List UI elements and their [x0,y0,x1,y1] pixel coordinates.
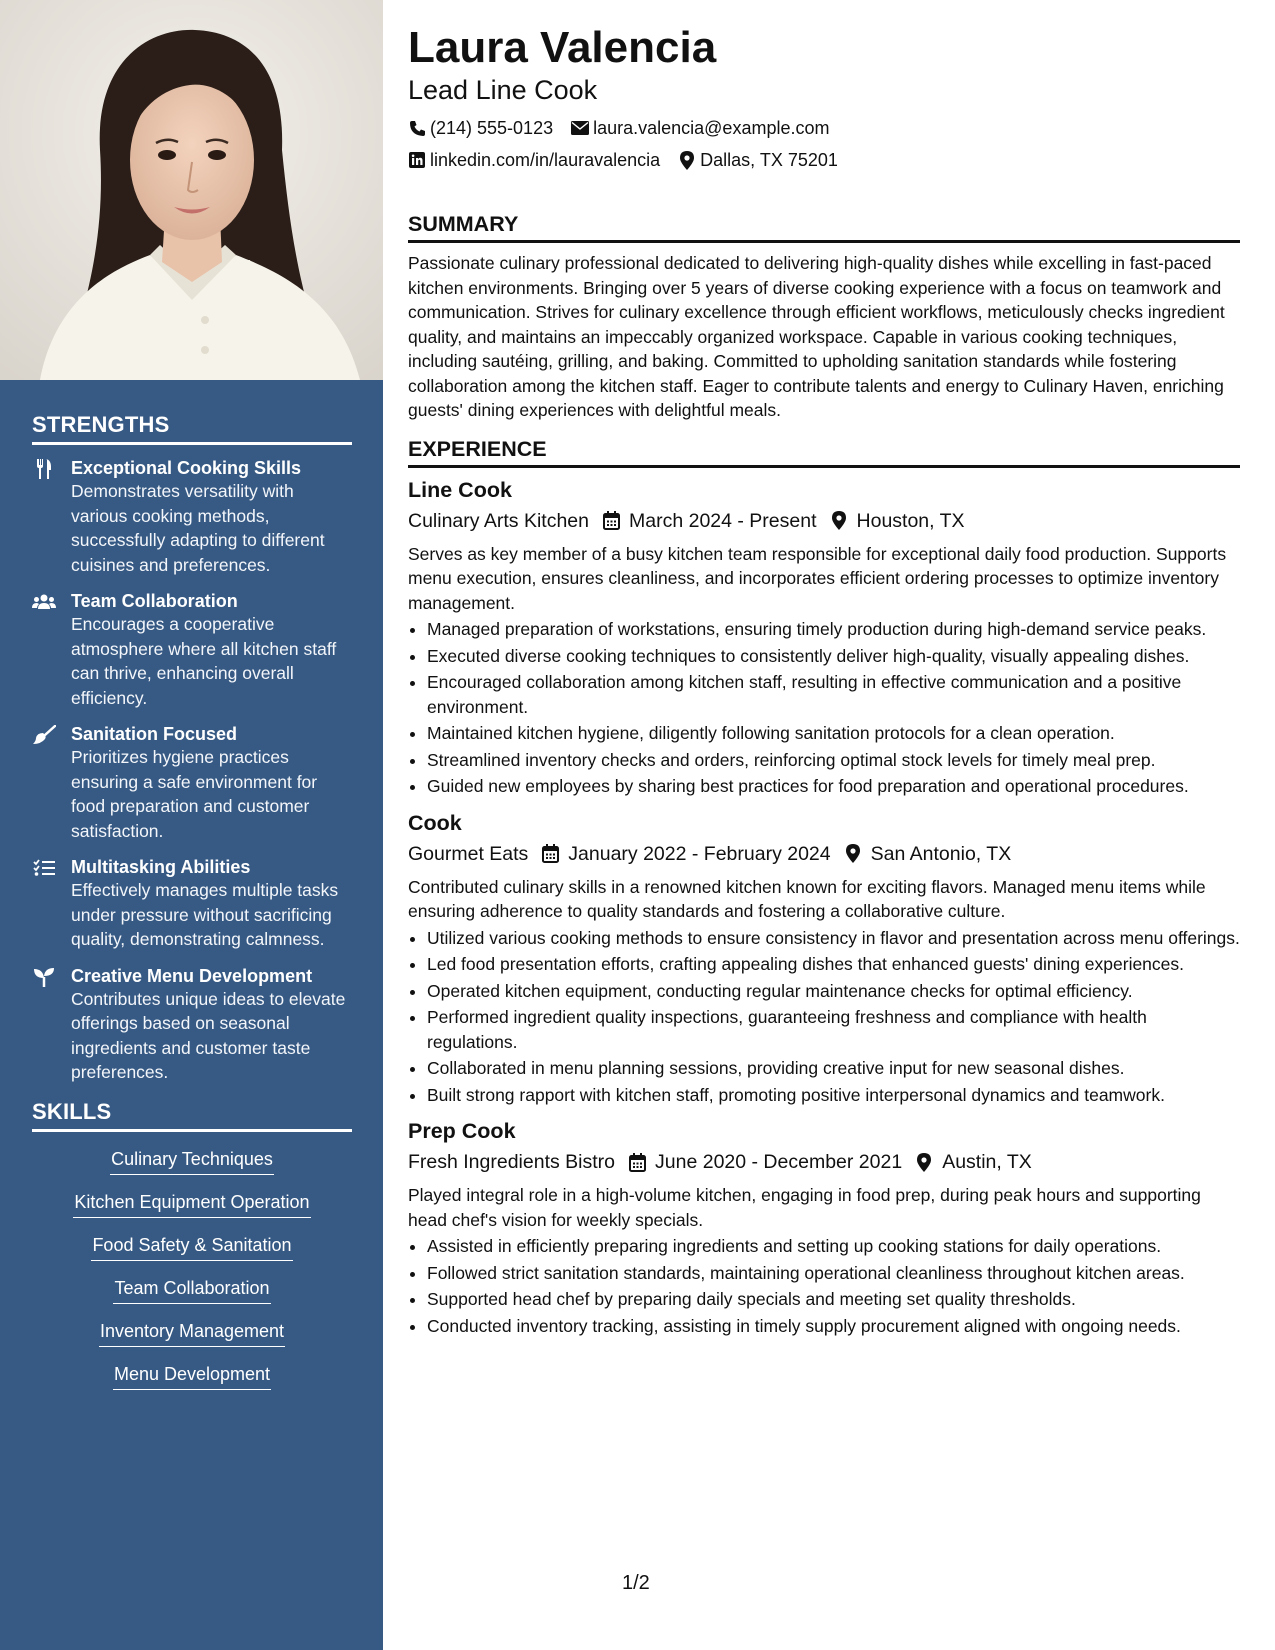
job-location: Austin, TX [942,1151,1032,1173]
strength-description: Demonstrates versatility with various cooking methods, successfully adapting to different cuisines and preferences. [71,481,325,575]
job-bullets [408,926,1240,1108]
map-pin-icon [914,1152,934,1172]
experience-heading: EXPERIENCE [408,437,1240,468]
skill-tag: Menu Development [113,1361,271,1390]
location-contact [678,144,838,176]
job-title: Cook [408,810,462,835]
job-bullet: • Conducted inventory tracking, assisting in timely supply procurement aligned with ongoing needs. [427,1314,1240,1339]
job-title-heading: Lead Line Cook [408,75,598,105]
job-title: Line Cook [408,477,512,502]
job-meta [408,506,1240,536]
linkedin-icon [408,151,426,169]
page-number: 1/2 [622,1572,650,1594]
skill-tag: Inventory Management [99,1318,285,1347]
strength-item [32,723,352,843]
summary-text: Passionate culinary professional dedicated to delivering high-quality dishes while excelling in fast-paced kitchen environments. Bringing over 5 years of diverse cooking experience with a focus on teamwork and communication. Strives for culinary excellence through efficient workflows, meticulously checks ingredient quality, and maintains an impeccably organized workspace. Capable in various cooking techniques, including sautéing, grilling, and baking. Committed to upholding sanitation standards while fostering collaboration among the kitchen staff. Eager to contribute talents and energy to Culinary Haven, enriching guests' dining experiences with delightful meals. [408,253,1225,420]
linkedin-contact[interactable] [408,144,660,176]
calendar-icon [540,844,560,864]
strength-item [32,590,352,710]
main-content [408,22,1240,1340]
job-description: Serves as key member of a busy kitchen team responsible for exceptional daily food production. Supports menu execution, ensures cleanliness, and incorporates efficient ordering processes to optimize inventory management. [408,543,1227,613]
job-location: San Antonio, TX [870,842,1012,865]
calendar-icon [627,1152,647,1172]
job-meta [408,839,1240,869]
map-pin-icon [678,151,696,169]
candidate-name: Laura Valencia [408,23,717,72]
skill-tag: Kitchen Equipment Operation [73,1189,310,1218]
calendar-icon [601,511,621,531]
strength-title: Exceptional Cooking Skills [71,458,302,478]
job-bullets [408,1234,1240,1338]
job-bullet: • Maintained kitchen hygiene, diligently following sanitation protocols for a clean operation. [427,721,1240,746]
job-bullet: • Built strong rapport with kitchen staff, promoting positive interpersonal dynamics and teamwork. [427,1083,1240,1108]
job-description: Played integral role in a high-volume kitchen, engaging in food prep, during peak hours and supporting head chef's vision for weekly specials. [408,1185,1201,1230]
sidebar [0,0,383,1650]
strength-item [32,856,352,952]
company-name: Gourmet Eats [408,842,529,865]
job-location: Houston, TX [856,509,965,532]
strengths-heading: STRENGTHS [32,412,352,445]
job-bullet: • Operated kitchen equipment, conducting regular maintenance checks for optimal efficiency. [427,979,1240,1004]
phone-contact[interactable] [408,112,553,144]
job-bullet: • Led food presentation efforts, crafting appealing dishes that enhanced guests' dining experiences. [427,952,1240,977]
contact-row [408,144,1240,176]
utensils-icon [32,459,56,479]
linkedin-url: linkedin.com/in/lauravalencia [430,150,661,170]
skill-tag: Team Collaboration [113,1275,270,1304]
map-pin-icon [829,511,849,531]
job-bullet: • Followed strict sanitation standards, maintaining operational cleanliness throughout kitchen areas. [427,1261,1240,1286]
job-entry [408,476,1240,799]
skill-tag: Food Safety & Sanitation [91,1232,292,1261]
job-dates: March 2024 - Present [629,509,817,532]
strength-item [32,965,352,1085]
job-dates: January 2022 - February 2024 [568,842,831,865]
job-bullet: • Encouraged collaboration among kitchen staff, resulting in effective communication and a positive environment. [427,670,1240,719]
job-bullet: • Guided new employees by sharing best practices for food preparation and operational procedures. [427,774,1240,799]
job-entry [408,809,1240,1108]
strength-description: Effectively manages multiple tasks under pressure without sacrificing quality, demonstrating calmness. [71,880,339,949]
strength-description: Prioritizes hygiene practices ensuring a safe environment for food preparation and customer satisfaction. [71,747,318,841]
job-bullet: • Utilized various cooking methods to ensure consistency in flavor and presentation across menu offerings. [427,926,1240,951]
job-bullet: • Performed ingredient quality inspections, guaranteeing freshness and compliance with health regulations. [427,1005,1240,1054]
job-bullet: • Collaborated in menu planning sessions, providing creative input for new seasonal dishes. [427,1056,1240,1081]
job-bullet: • Managed preparation of workstations, ensuring timely production during high-demand service peaks. [427,617,1240,642]
job-bullet: • Supported head chef by preparing daily specials and meeting set quality thresholds. [427,1287,1240,1312]
skills-list [32,1146,352,1404]
email-contact[interactable] [571,112,829,144]
envelope-icon [571,119,589,137]
sidebar-content [32,412,352,1404]
job-dates: June 2020 - December 2021 [655,1151,903,1173]
skills-heading: SKILLS [32,1099,352,1132]
company-name: Culinary Arts Kitchen [408,509,589,532]
summary-heading: SUMMARY [408,212,1240,243]
location-text: Dallas, TX 75201 [700,150,838,170]
map-pin-icon [843,844,863,864]
broom-icon [32,725,56,745]
users-icon [32,592,56,612]
job-description: Contributed culinary skills in a renowned kitchen known for exciting flavors. Managed menu items while ensuring adherence to quality standards and fostering a collaborative culture. [408,876,1206,921]
job-bullet: • Executed diverse cooking techniques to consistently deliver high-quality, visually appealing dishes. [427,644,1240,669]
strength-title: Multitasking Abilities [71,857,251,877]
list-check-icon [32,858,56,878]
skill-tag: Culinary Techniques [110,1146,274,1175]
job-meta [408,1147,1240,1177]
strength-title: Team Collaboration [71,591,238,611]
phone-number: (214) 555-0123 [430,118,554,138]
strength-description: Encourages a cooperative atmosphere where all kitchen staff can thrive, enhancing overall efficiency. [71,614,337,708]
company-name: Fresh Ingredients Bistro [408,1151,616,1173]
strength-description: Contributes unique ideas to elevate offerings based on seasonal ingredients and customer taste preferences. [71,988,346,1082]
job-entry [408,1117,1240,1338]
strength-title: Creative Menu Development [71,965,313,986]
strength-item [32,457,352,577]
job-title: Prep Cook [408,1119,516,1143]
contact-row [408,112,1240,144]
job-bullets [408,617,1240,799]
strength-title: Sanitation Focused [71,724,238,744]
email-address: laura.valencia@example.com [593,118,830,138]
job-bullet: • Streamlined inventory checks and orders, reinforcing optimal stock levels for timely meal prep. [427,748,1240,773]
job-bullet: • Assisted in efficiently preparing ingredients and setting up cooking stations for daily operations. [427,1234,1240,1259]
profile-photo [0,0,383,380]
seedling-icon [32,967,56,987]
phone-icon [408,119,426,137]
